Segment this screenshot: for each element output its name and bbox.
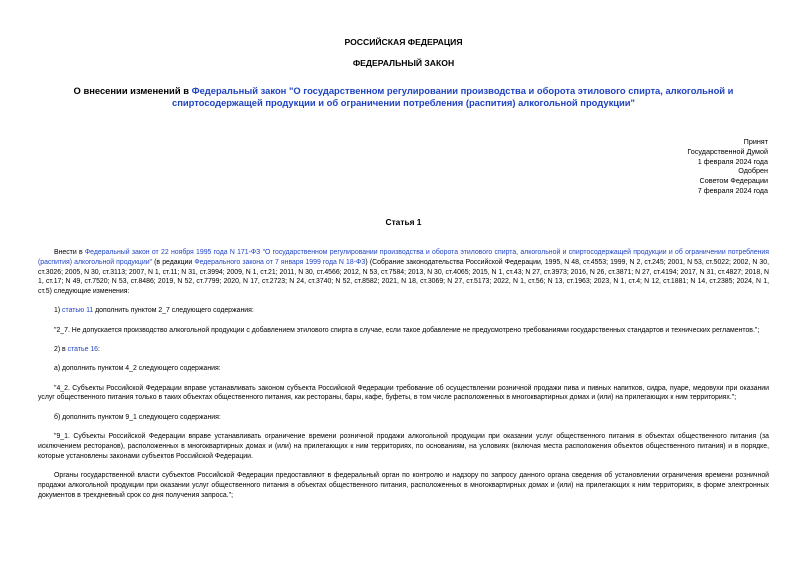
article-body (38, 248, 769, 510)
accepted-by: Государственной Думой (687, 146, 768, 156)
intro-text-end: ) (Собрание законодательства Российской Федерации, 1995, N 48, ст.4553; 1999, N 2, ст.245; 2001, N 53, ст.5022; 2002, N 30, ст.3026; 2005, N 30, ст.3113; 2007, N 1, ст.11; N 31, ст.3994; 2009, N 1, ст.21; 2011, N 30, ст.4566; 2012, N 53, ст.7584; 2013, N 30, ст.4065; 2015, N 1, ст.43; N 27, ст.3973; 2016, N 26, ст.3871; N 27, ст.4194; 2017, N 31, ст.4827; 2018, N 1, ст.17; N 49, ст.7520; N 53, ст.8486; 2019, N 52, ст.7799; 2020, N 17, ст.2723; N 24, ст.3740; N 52, ст.8582; 2021, N 18, ст.3069; N 27, ст.5173; 2022, N 1, ст.56; N 13, ст.1963; 2023, N 1, ст.4; N 12, ст.1881; N 14, ст.2385; 2024, N 1, ст.5) следующие изменения: (38, 258, 770, 296)
accepted-label: Принят (743, 137, 768, 146)
accepted-date: 1 февраля 2024 года (697, 156, 768, 166)
title-prefix: О внесении изменений в (73, 85, 192, 96)
intro-text-middle: (в редакции (152, 258, 195, 266)
law-type-heading: ФЕДЕРАЛЬНЫЙ ЗАКОН (352, 58, 455, 68)
intro-text-start: Внести в (54, 249, 85, 256)
paragraph-item-1 (38, 306, 769, 316)
federal-law-18-link[interactable]: Федерального закона от 7 января 1999 года N 18-ФЗ (194, 258, 366, 266)
paragraph-subitem-a: а) дополнить пунктом 4_2 следующего содержания: (54, 365, 221, 373)
article-16-link[interactable]: статье 16 (67, 346, 98, 354)
approved-label: Одобрен (738, 166, 768, 176)
paragraph-clause-9-1-continued: Органы государственной власти субъектов Российской Федерации предоставляют в федеральный орган по контролю и надзору по запросу данного органа сведения об установлении ограничения времени розничной продажи алкогольной продукции при оказании услуг общественного питания в объектах общественного питания, расположенных в многоквартирных домах и (или) на прилегающих к ним территориях, в форме электронных документов в трехдневный срок со дня получения запроса."; (38, 471, 769, 499)
item-1-text: дополнить пунктом 2_7 следующего содержания: (93, 307, 254, 315)
article-11-link[interactable]: статью 11 (62, 307, 94, 315)
paragraph-clause-2-7: "2_7. Не допускается производство алкогольной продукции с добавлением этилового спирта в случае, если такое добавление не предусмотрено требованиями государственных стандартов и технических регламентов."; (54, 326, 760, 334)
title-law-link[interactable]: Федеральный закон "О государственном регулировании производства и оборота этилового спирта, алкогольной и спиртосодержащей продукции и об ограничении потребления (распития) алкогольной продукции" (172, 85, 734, 108)
item-2-text: : (98, 346, 100, 354)
country-heading: РОССИЙСКАЯ ФЕДЕРАЦИЯ (344, 37, 463, 47)
paragraph-intro (38, 248, 769, 297)
paragraph-subitem-b: б) дополнить пунктом 9_1 следующего содержания: (54, 413, 221, 421)
acceptance-block (687, 137, 768, 196)
federal-law-171-link[interactable]: Федеральный закон от 22 ноября 1995 года N 171-ФЗ "О государственном регулировании производства и оборота этилового спирта, алкогольной и спиртосодержащей продукции и об ограничении потребления (распития) алкогольной продукции" (38, 249, 769, 266)
paragraph-item-2 (38, 345, 769, 355)
article-heading: Статья 1 (385, 217, 422, 227)
item-1-number: 1) (54, 307, 63, 315)
item-2-number: 2) в (54, 346, 68, 354)
paragraph-clause-9-1: "9_1. Субъекты Российской Федерации вправе устанавливать ограничение времени розничной продажи алкогольной продукции при оказании услуг общественного питания в объектах общественного питания (за исключением ресторанов), расположенных в многоквартирных домах и (или) на прилегающих к ним территориях, по основаниям, на условиях (включая места расположения объектов общественного питания) и в порядке, которые установлены законами субъектов Российской Федерации. (38, 433, 769, 460)
document-title (40, 85, 767, 109)
approved-date: 7 февраля 2024 года (697, 185, 768, 195)
paragraph-clause-4-2: "4_2. Субъекты Российской Федерации вправе устанавливать законом субъекта Российской Федерации требование об осуществлении розничной продажи пива и пивных напитков, сидра, пуаре, медовухи при оказании услуг общественного питания только в таких объектах общественного питания, как рестораны, бары, кафе, буфеты, в том числе расположенных в многоквартирных домах и (или) на прилегающих к ним территориях."; (38, 384, 769, 402)
approved-by: Советом Федерации (699, 176, 768, 186)
